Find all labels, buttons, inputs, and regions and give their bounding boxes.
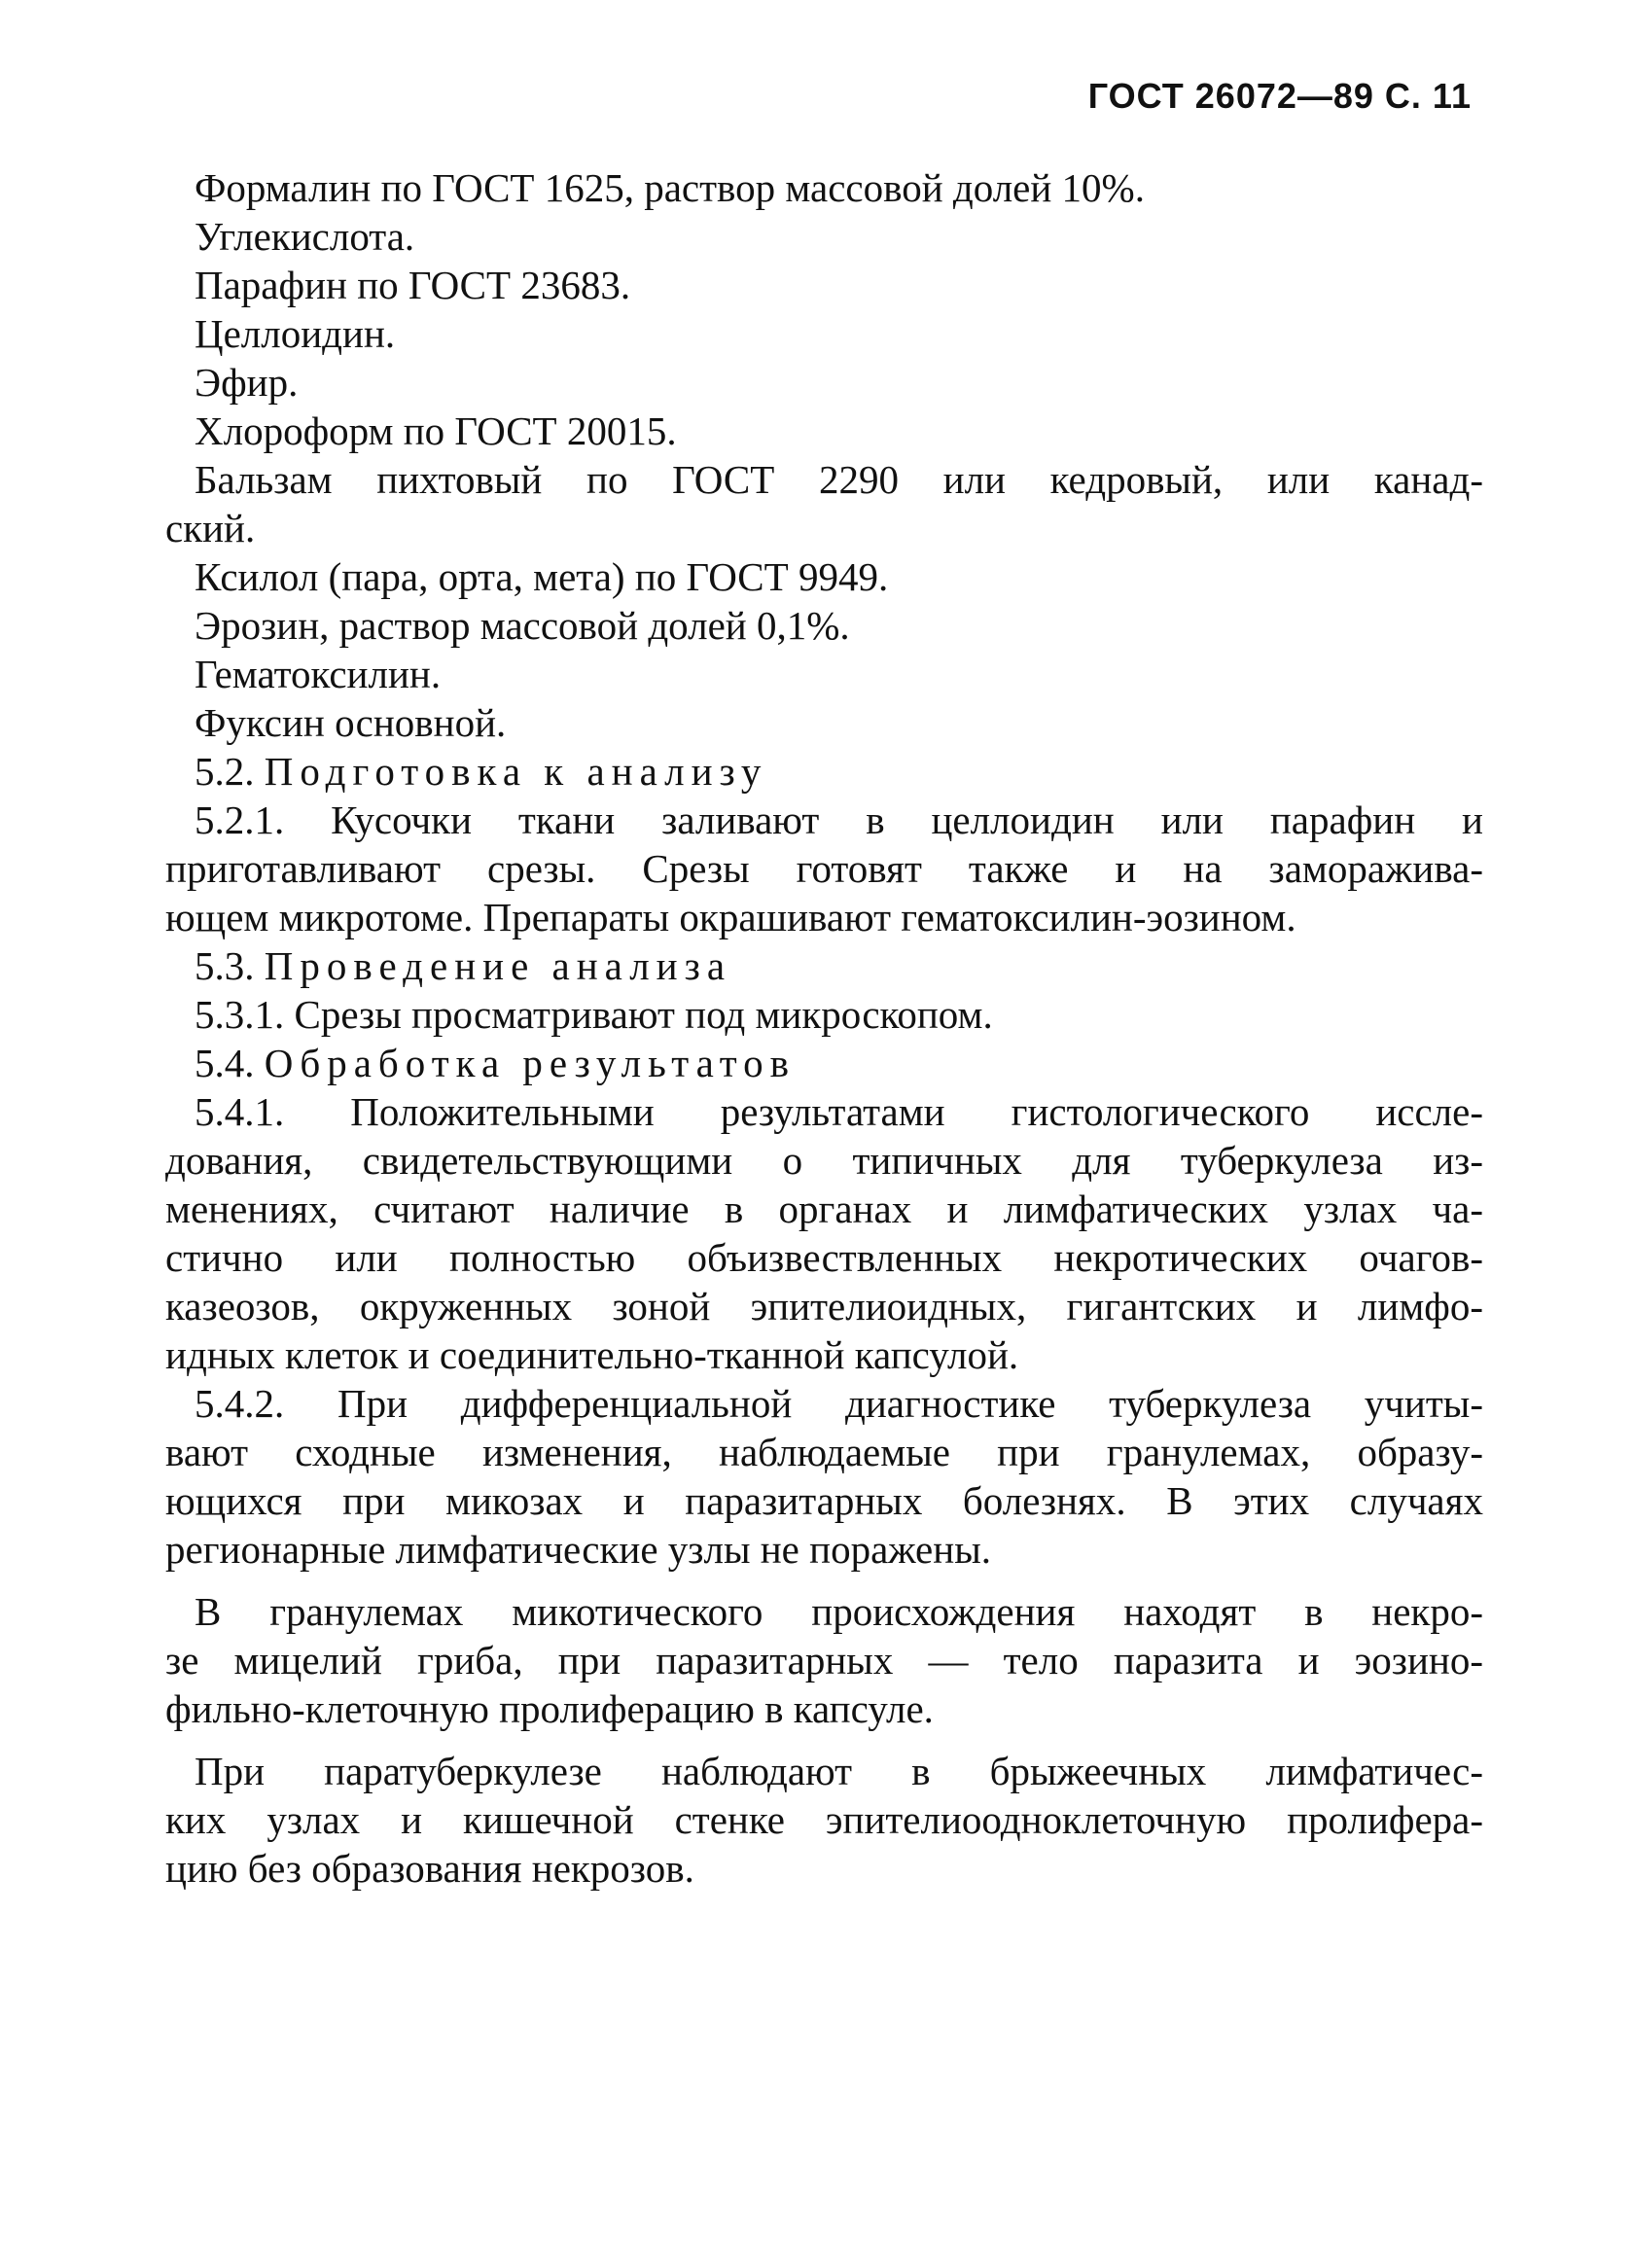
paragraph-line: При паратуберкулезе наблюдают в брыжеечных лимфатичес- bbox=[195, 1749, 1483, 1793]
document-body bbox=[165, 163, 1483, 1893]
section-heading bbox=[165, 941, 1483, 990]
running-header: ГОСТ 26072—89 С. 11 bbox=[1087, 76, 1472, 116]
section-number: 5.2. bbox=[195, 749, 255, 794]
paragraph-line: ких узлах и кишечной стенке эпителиоодноклеточную пролифера- bbox=[165, 1797, 1483, 1842]
paragraph-line: регионарные лимфатические узлы не поражены. bbox=[165, 1527, 991, 1572]
section-title: Обработка результатов bbox=[264, 1041, 797, 1085]
paragraph-line: фильно-клеточную пролиферацию в капсуле. bbox=[165, 1686, 934, 1731]
reagent-item: Формалин по ГОСТ 1625, раствор массовой долей 10%. bbox=[195, 165, 1145, 210]
reagent-item: Хлороформ по ГОСТ 20015. bbox=[195, 408, 677, 453]
section-5-3 bbox=[165, 941, 1483, 1039]
paragraph-line: стично или полностью объизвествленных некротических очагов- bbox=[165, 1235, 1483, 1280]
paragraph-line: 5.2.1. Кусочки ткани заливают в целлоидин или парафин и bbox=[195, 797, 1483, 842]
reagent-item: Бальзам пихтовый по ГОСТ 2290 или кедровый, или канад- bbox=[195, 457, 1483, 502]
paragraph-line: вают сходные изменения, наблюдаемые при гранулемах, образу- bbox=[165, 1430, 1483, 1474]
section-5-2 bbox=[165, 747, 1483, 941]
reagent-item: Целлоидин. bbox=[195, 311, 396, 356]
paragraph-line: 5.4.2. При дифференциальной диагностике туберкулеза учиты- bbox=[195, 1381, 1483, 1426]
reagent-item: Гематоксилин. bbox=[195, 652, 442, 696]
paragraph-line: 5.4.1. Положительными результатами гистологического иссле- bbox=[195, 1089, 1483, 1134]
paragraph-line: зе мицелий гриба, при паразитарных — тело паразита и эозино- bbox=[165, 1638, 1483, 1683]
section-5-4 bbox=[165, 1039, 1483, 1893]
section-title: Подготовка к анализу bbox=[264, 749, 768, 794]
paragraph-line: дования, свидетельствующими о типичных для туберкулеза из- bbox=[165, 1138, 1483, 1183]
reagent-item: Парафин по ГОСТ 23683. bbox=[195, 263, 631, 307]
paragraph-line: цию без образования некрозов. bbox=[165, 1846, 694, 1891]
paragraph-line: идных клеток и соединительно-тканной капсулой. bbox=[165, 1332, 1019, 1377]
paragraph-line: 5.3.1. Срезы просматривают под микроскопом. bbox=[195, 992, 993, 1037]
section-heading bbox=[165, 747, 1483, 796]
section-number: 5.4. bbox=[195, 1041, 255, 1085]
section-number: 5.3. bbox=[195, 943, 255, 988]
reagents-list bbox=[165, 163, 1483, 747]
reagent-item: Эфир. bbox=[195, 360, 299, 405]
reagent-item: Углекислота. bbox=[195, 214, 415, 259]
reagent-item: Ксилол (пара, орта, мета) по ГОСТ 9949. bbox=[195, 554, 889, 599]
section-title: Проведение анализа bbox=[264, 943, 732, 988]
section-heading bbox=[165, 1039, 1483, 1087]
paragraph-line: ющем микротоме. Препараты окрашивают гематоксилин-эозином. bbox=[165, 895, 1296, 939]
reagent-item: Эрозин, раствор массовой долей 0,1%. bbox=[195, 603, 850, 648]
paragraph-line: казеозов, окруженных зоной эпителиоидных, гигантских и лимфо- bbox=[165, 1284, 1483, 1329]
paragraph-line: ющихся при микозах и паразитарных болезнях. В этих случаях bbox=[165, 1478, 1483, 1523]
paragraph-line: менениях, считают наличие в органах и лимфатических узлах ча- bbox=[165, 1187, 1483, 1231]
reagent-item-continuation: ский. bbox=[165, 506, 256, 550]
reagent-item: Фуксин основной. bbox=[195, 700, 507, 745]
paragraph-line: приготавливают срезы. Срезы готовят также и на заморажива- bbox=[165, 846, 1483, 891]
paragraph-line: В гранулемах микотического происхождения находят в некро- bbox=[195, 1589, 1483, 1634]
